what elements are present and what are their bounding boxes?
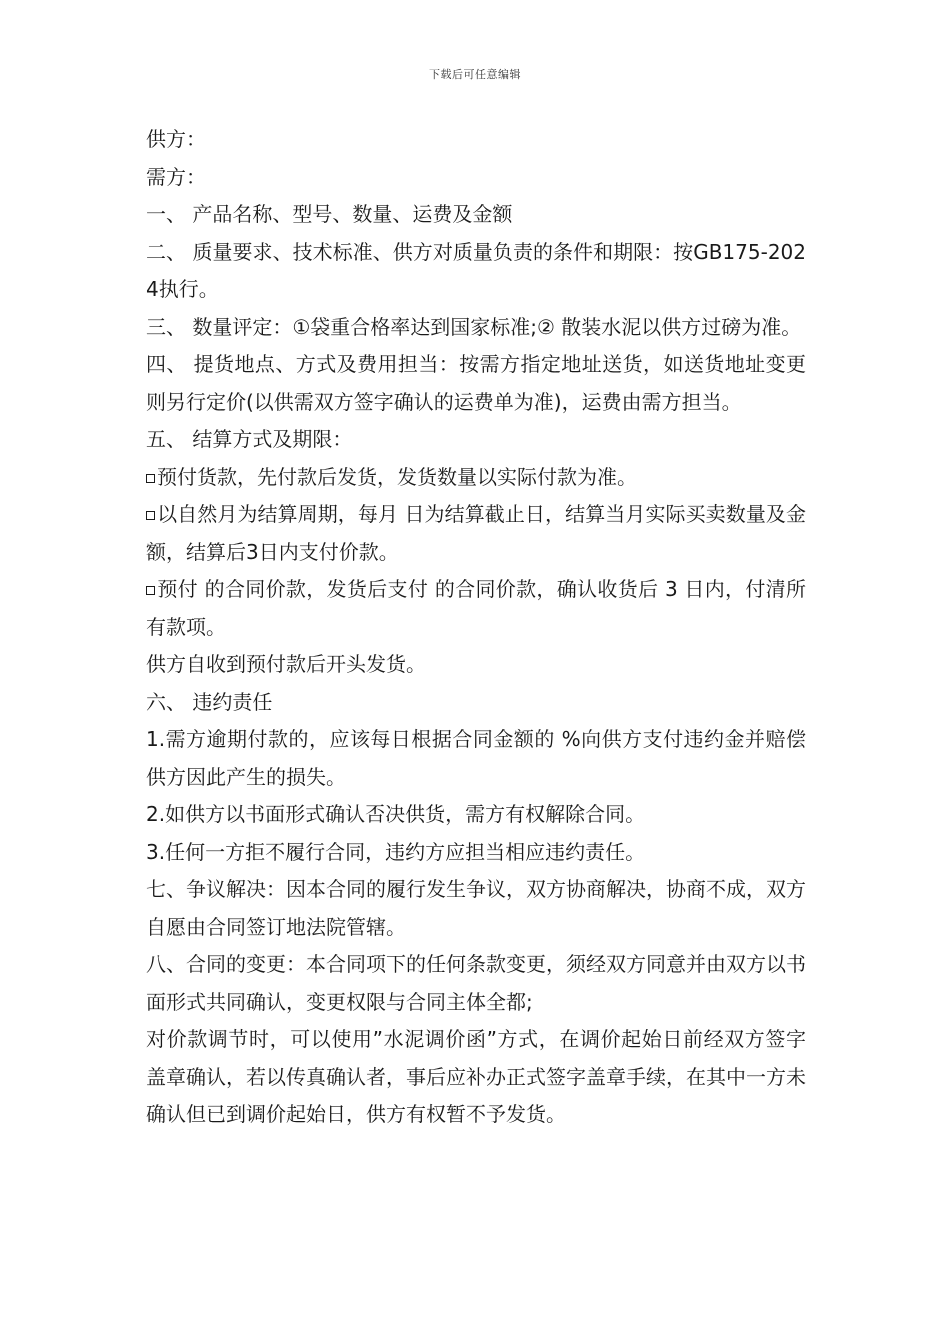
paragraph-item-2 bbox=[146, 796, 806, 834]
paragraph-section-2 bbox=[146, 234, 806, 309]
paragraph-text: 四、 提货地点、方式及费用担当：按需方指定地址送货，如送货地址变更则另行定价(以供需双方签字确认的运费单为准)，运费由需方担当。 bbox=[146, 352, 806, 414]
paragraph-text: 以自然月为结算周期，每月 日为结算截止日，结算当月实际买卖数量及金额，结算后3日内支付价款。 bbox=[146, 502, 806, 564]
paragraph-section-5 bbox=[146, 421, 806, 459]
paragraph-item-1 bbox=[146, 721, 806, 796]
paragraph-text: 一、 产品名称、型号、数量、运费及金额 bbox=[146, 202, 513, 226]
paragraph-section-4 bbox=[146, 346, 806, 421]
paragraph-text: 三、 数量评定：①袋重合格率达到国家标准;② 散装水泥以供方过磅为准。 bbox=[146, 314, 802, 339]
paragraph-option-c bbox=[146, 571, 806, 646]
paragraph-text: 供方： bbox=[146, 127, 206, 151]
paragraph-option-b bbox=[146, 496, 806, 571]
paragraph-supplier bbox=[146, 121, 806, 159]
paragraph-price-adjust bbox=[146, 1021, 806, 1134]
checkbox-icon bbox=[146, 511, 155, 520]
paragraph-text: 供方自收到预付款后开头发货。 bbox=[146, 652, 426, 676]
paragraph-text: 五、 结算方式及期限： bbox=[146, 427, 353, 451]
contract-body bbox=[146, 121, 806, 1134]
paragraph-delivery-note bbox=[146, 646, 806, 684]
paragraph-item-3 bbox=[146, 834, 806, 872]
paragraph-section-6 bbox=[146, 684, 806, 722]
paragraph-buyer bbox=[146, 159, 806, 197]
paragraph-text: 八、合同的变更：本合同项下的任何条款变更，须经双方同意并由双方以书面形式共同确认，变更权限与合同主体全都; bbox=[146, 952, 806, 1014]
paragraph-section-3 bbox=[146, 309, 806, 347]
header-note: 下载后可任意编辑 bbox=[429, 68, 521, 81]
paragraph-text: 对价款调节时，可以使用”水泥调价函”方式，在调价起始日前经双方签字盖章确认，若以传真确认者，事后应补办正式签字盖章手续，在其中一方未确认但已到调价起始日，供方有权暂不予发货。 bbox=[146, 1027, 806, 1126]
checkbox-icon bbox=[146, 474, 155, 483]
paragraph-section-1 bbox=[146, 196, 806, 234]
paragraph-text: 预付货款，先付款后发货，发货数量以实际付款为准。 bbox=[157, 464, 637, 489]
paragraph-text: 2.如供方以书面形式确认否决供货，需方有权解除合同。 bbox=[146, 802, 646, 826]
paragraph-text: 二、 质量要求、技术标准、供方对质量负责的条件和期限：按GB175-2024执行。 bbox=[146, 239, 806, 301]
paragraph-section-7 bbox=[146, 871, 806, 946]
paragraph-text: 预付 的合同价款，发货后支付 的合同价款，确认收货后 3 日内，付清所有款项。 bbox=[146, 577, 806, 639]
paragraph-text: 1.需方逾期付款的，应该每日根据合同金额的 %向供方支付违约金并赔偿供方因此产生的损失。 bbox=[146, 727, 806, 789]
paragraph-text: 六、 违约责任 bbox=[146, 689, 273, 714]
paragraph-section-8 bbox=[146, 946, 806, 1021]
paragraph-text: 七、争议解决：因本合同的履行发生争议，双方协商解决，协商不成，双方自愿由合同签订地法院管辖。 bbox=[146, 877, 806, 939]
paragraph-text: 3.任何一方拒不履行合同，违约方应担当相应违约责任。 bbox=[146, 839, 646, 864]
paragraph-text: 需方： bbox=[146, 164, 206, 189]
checkbox-icon bbox=[146, 586, 155, 595]
paragraph-option-a bbox=[146, 459, 806, 497]
